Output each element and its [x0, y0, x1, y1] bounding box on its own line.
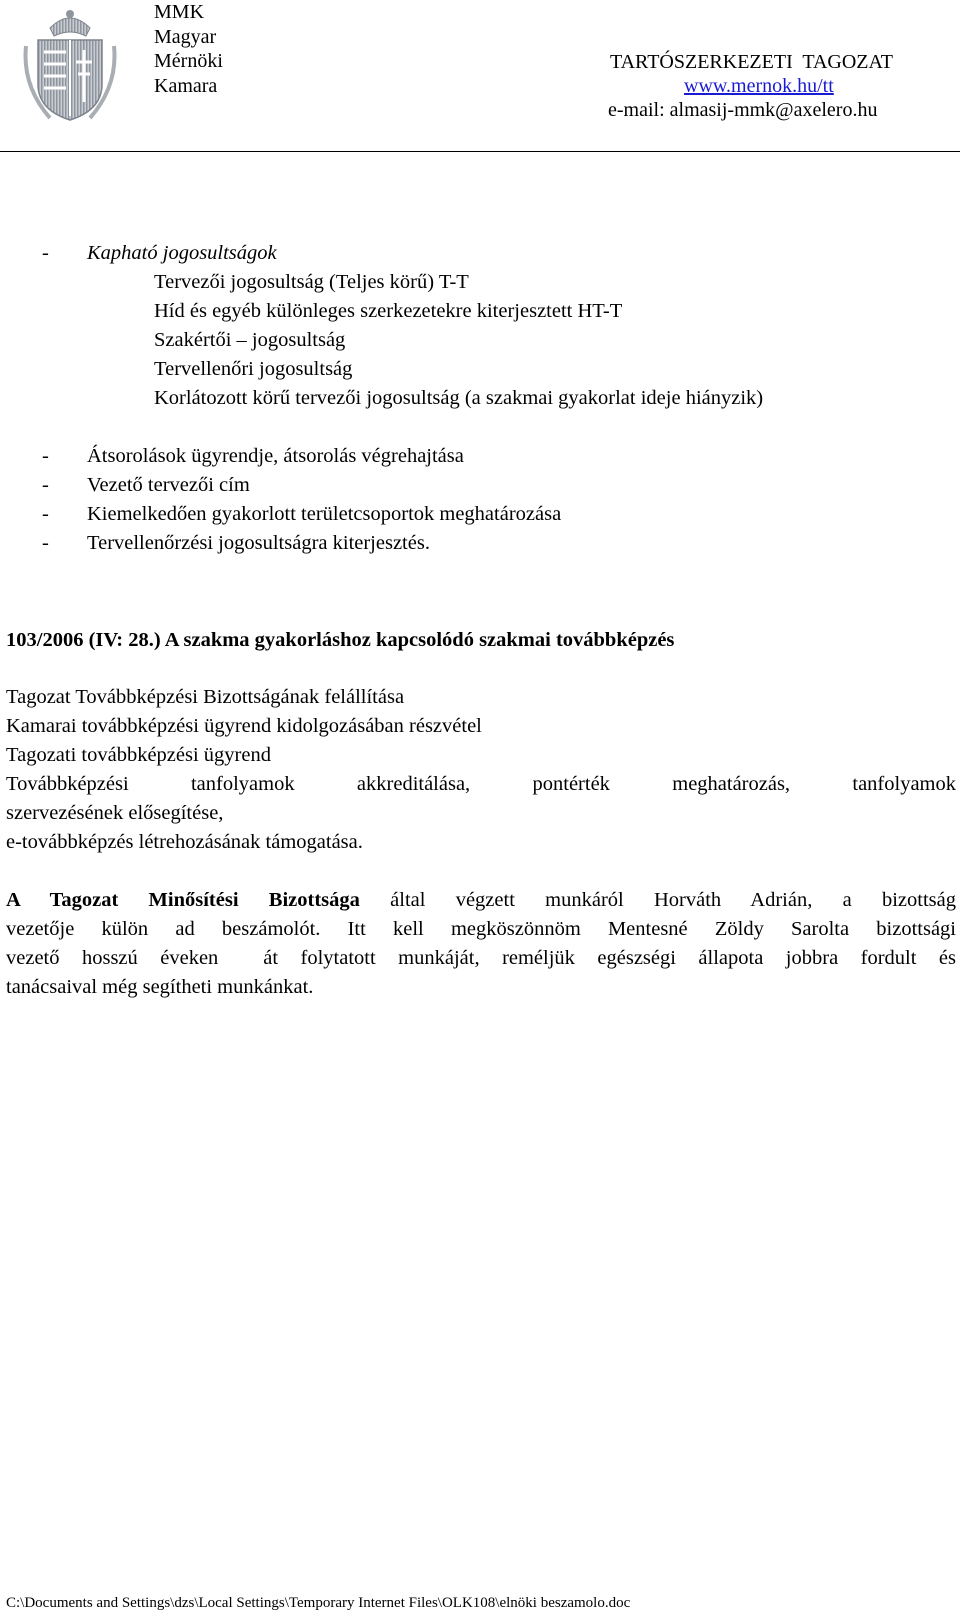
section-line: Tagozat Továbbképzési Bizottságának felállítása: [6, 686, 405, 708]
committee-paragraph-line: vezető hosszú éveken át folytatott munkáját, reméljük egészségi állapota jobbra fordult és: [6, 947, 956, 969]
org-line: MMK: [154, 1, 205, 23]
training-line-continued: szervezésének elősegítése,: [6, 802, 224, 824]
rights-item: Tervellenőri jogosultság: [154, 358, 353, 380]
rights-title: Kapható jogosultságok: [87, 242, 277, 264]
elearning-line: e-továbbképzés létrehozásának támogatása.: [6, 831, 363, 853]
rights-item: Tervezői jogosultság (Teljes körű) T-T: [154, 271, 469, 293]
section-line: Tagozati továbbképzési ügyrend: [6, 744, 271, 766]
bullet-dash: -: [42, 532, 49, 554]
bullet-dash: -: [42, 503, 49, 525]
committee-line-rest: által végzett munkáról Horváth Adrián, a bizottság: [359, 889, 956, 911]
bullet-item: Átsorolások ügyrendje, átsorolás végrehajtása: [87, 445, 464, 467]
rights-item: Korlátozott körű tervezői jogosultság (a szakmai gyakorlat ideje hiányzik): [154, 387, 764, 409]
organization-name: [154, 0, 223, 98]
bullet-item: Vezető tervezői cím: [87, 474, 250, 496]
org-line: Kamara: [154, 74, 218, 97]
committee-paragraph-line: tanácsaival még segítheti munkánkat.: [6, 976, 314, 998]
bullet-dash: -: [42, 474, 49, 496]
bullet-item: Kiemelkedően gyakorlott területcsoportok meghatározása: [87, 503, 562, 525]
email-address: e-mail: almasij-mmk@axelero.hu: [608, 99, 878, 121]
training-line: Továbbképzési tanfolyamok akkreditálása, pontérték meghatározás, tanfolyamok: [6, 773, 956, 795]
rights-item: Szakértői – jogosultság: [154, 329, 346, 351]
rights-item: Híd és egyéb különleges szerkezetekre kiterjesztett HT-T: [154, 300, 623, 322]
department-block: [610, 50, 893, 122]
committee-paragraph-line: vezetője külön ad beszámolót. Itt kell megköszönnöm Mentesné Zöldy Sarolta bizottsági: [6, 918, 956, 940]
section-heading: 103/2006 (IV: 28.) A szakma gyakorláshoz kapcsolódó szakmai továbbképzés: [6, 629, 675, 651]
committee-paragraph-line: [6, 886, 956, 915]
bullet-item: Tervellenőrzési jogosultságra kiterjesztés.: [87, 532, 430, 554]
website-link[interactable]: www.mernok.hu/tt: [684, 75, 834, 97]
footer-file-path: C:\Documents and Settings\dzs\Local Settings\Temporary Internet Files\OLK108\elnöki beszamolo.doc: [6, 1595, 631, 1611]
org-line: Mérnöki: [154, 50, 223, 72]
section-line: Kamarai továbbképzési ügyrend kidolgozásában részvétel: [6, 715, 482, 737]
rights-list-dash: -: [42, 242, 49, 264]
bullet-dash: -: [42, 445, 49, 467]
committee-name: A Tagozat Minősítési Bizottsága: [6, 889, 360, 911]
hungarian-coat-of-arms-icon: [20, 6, 120, 124]
header-divider: [0, 151, 960, 152]
org-line: Magyar: [154, 25, 217, 48]
department-name: TARTÓSZERKEZETI TAGOZAT: [610, 51, 893, 73]
